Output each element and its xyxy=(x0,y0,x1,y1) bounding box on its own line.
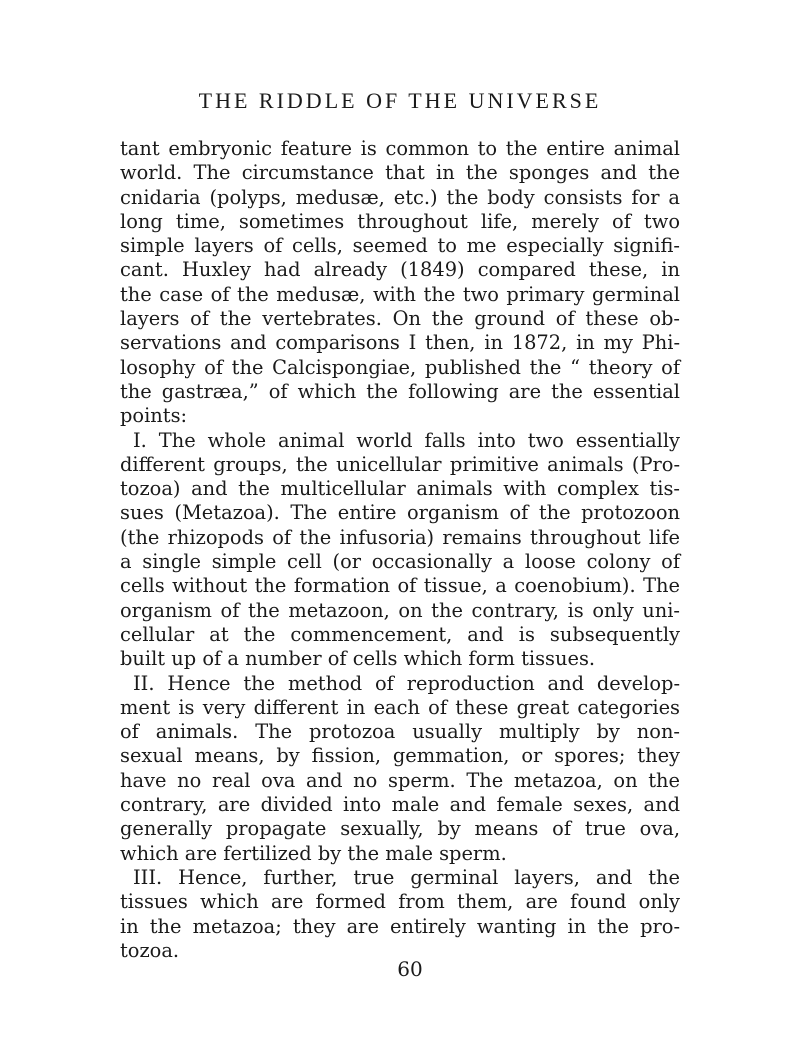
text-line-29: generally propagate sexually, by means of true ova, xyxy=(120,817,680,841)
text-line-18: a single simple cell (or occasionally a loose colony of xyxy=(120,550,680,574)
text-line-17: (the rhizopods of the infusoria) remains throughout life xyxy=(120,525,680,549)
text-line-33: in the metazoa; they are entirely wanting in the pro- xyxy=(120,914,680,938)
text-line-22: built up of a number of cells which form tissues. xyxy=(120,647,596,671)
text-line-08: layers of the vertebrates. On the ground of these ob- xyxy=(120,307,680,331)
text-line-15: tozoa) and the multicellular animals with complex tis- xyxy=(120,477,680,501)
text-line-34: tozoa. xyxy=(120,938,180,962)
text-line-10: losophy of the Calcispongiae, published the “ theory of xyxy=(120,355,680,379)
text-line-03: cnidaria (polyps, medusæ, etc.) the body consists for a xyxy=(120,185,680,209)
text-line-19: cells without the formation of tissue, a coenobium). The xyxy=(120,574,680,598)
text-line-13: I. The whole animal world falls into two essentially xyxy=(133,428,680,452)
text-line-01: tant embryonic feature is common to the entire animal xyxy=(120,137,680,160)
text-line-24: ment is very different in each of these great categories xyxy=(120,695,680,719)
page-number: 60 xyxy=(397,957,423,981)
text-line-27: have no real ova and no sperm. The metazoa, on the xyxy=(120,768,680,792)
text-line-09: servations and comparisons I then, in 1872, in my Phi- xyxy=(120,331,680,355)
text-line-07: the case of the medusæ, with the two primary germinal xyxy=(120,282,680,306)
text-line-21: cellular at the commencement, and is subsequently xyxy=(120,622,680,646)
text-line-20: organism of the metazoon, on the contrary, is only uni- xyxy=(120,598,680,622)
text-line-30: which are fertilized by the male sperm. xyxy=(120,841,507,865)
text-line-11: the gastræa,” of which the following are the essential xyxy=(120,379,680,403)
text-line-25: of animals. The protozoa usually multiply by non- xyxy=(120,720,680,744)
text-line-12: points: xyxy=(120,404,188,428)
text-line-06: cant. Huxley had already (1849) compared these, in xyxy=(120,258,680,282)
running-head: THE RIDDLE OF THE UNIVERSE xyxy=(198,88,602,113)
text-line-23: II. Hence the method of reproduction and develop- xyxy=(133,671,680,695)
text-line-05: simple layers of cells, seemed to me especially signifi- xyxy=(120,234,680,258)
text-line-31: III. Hence, further, true germinal layers, and the xyxy=(133,865,680,889)
text-line-26: sexual means, by fission, gemmation, or spores; they xyxy=(120,744,680,768)
text-line-04: long time, sometimes throughout life, merely of two xyxy=(120,209,680,233)
text-line-28: contrary, are divided into male and female sexes, and xyxy=(120,793,680,817)
text-line-14: different groups, the unicellular primitive animals (Pro- xyxy=(120,452,680,476)
body-text xyxy=(120,137,680,963)
text-line-32: tissues which are formed from them, are found only xyxy=(120,890,680,914)
text-line-02: world. The circumstance that in the sponges and the xyxy=(120,161,680,185)
text-line-16: sues (Metazoa). The entire organism of the protozoon xyxy=(120,501,680,525)
